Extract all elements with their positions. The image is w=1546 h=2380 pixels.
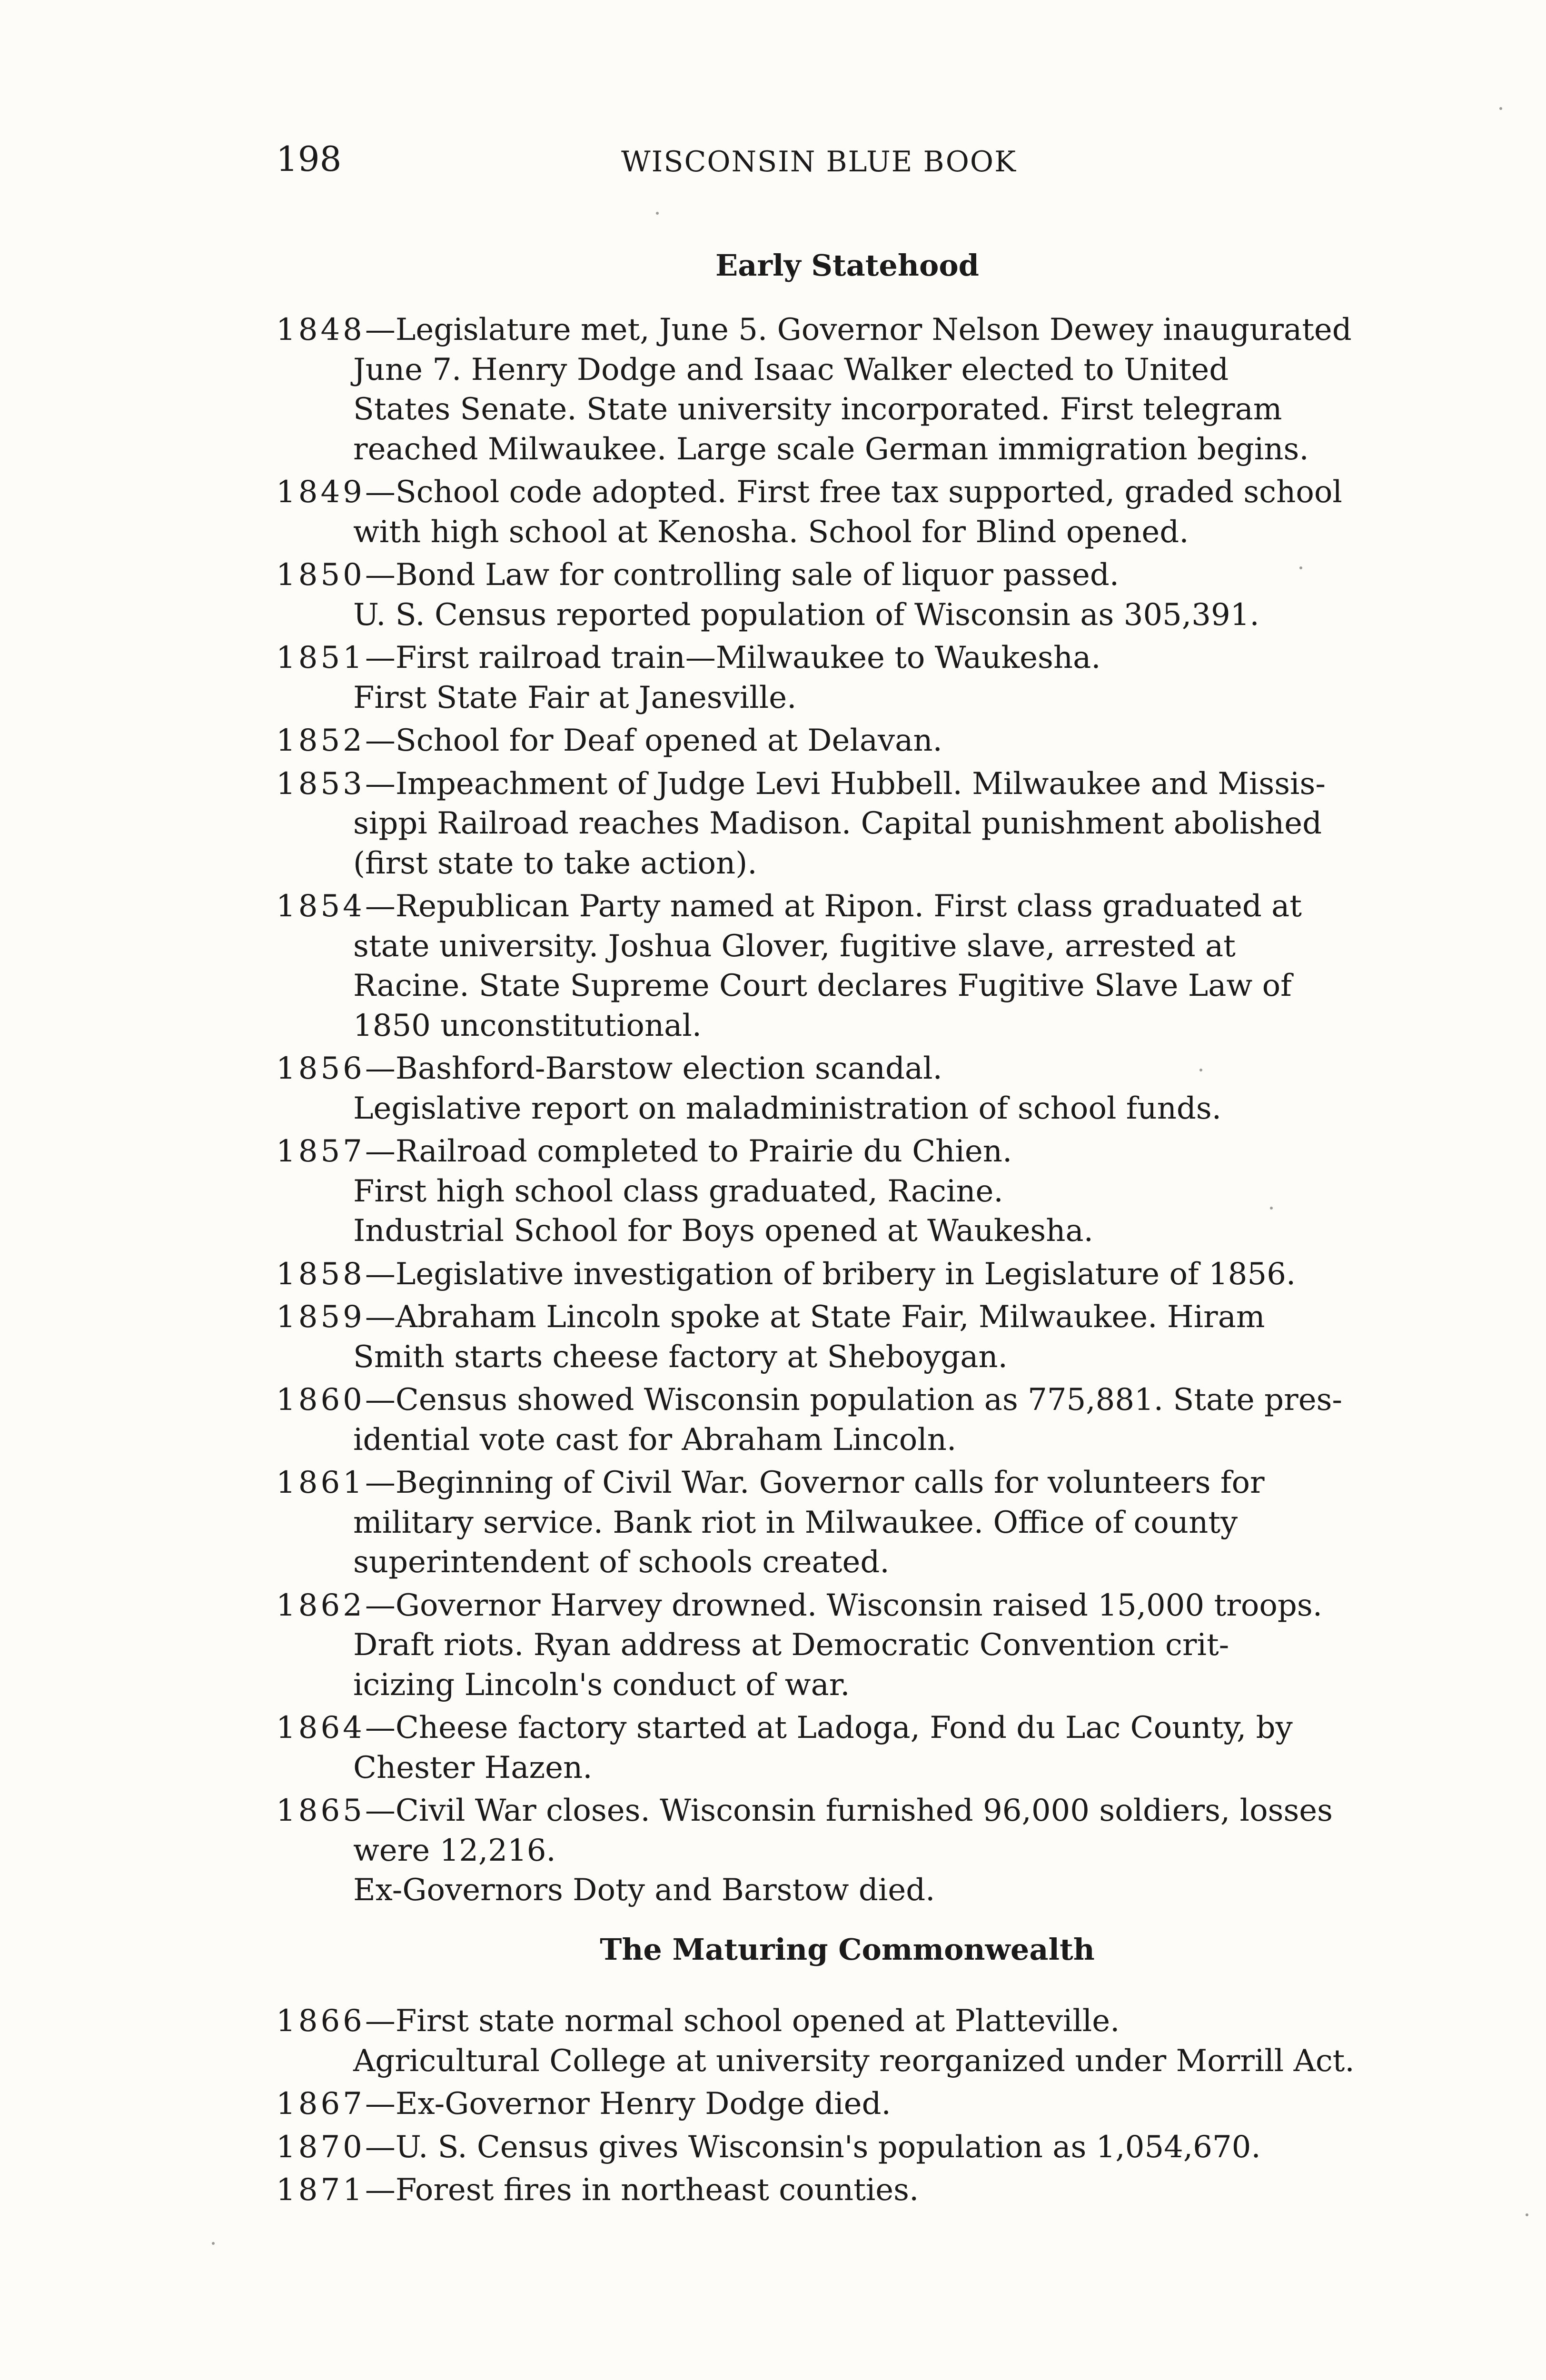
- entry-text: Draft riots. Ryan address at Democratic Convention crit-: [353, 1627, 1229, 1663]
- timeline-entry: [276, 1380, 1418, 1460]
- section-heading-early-statehood: Early Statehood: [715, 248, 980, 283]
- entry-year: 1856: [276, 1051, 365, 1086]
- entry-continuation-line: [276, 1338, 1418, 1378]
- entry-text: U. S. Census reported population of Wisconsin as 305,391.: [353, 597, 1259, 633]
- entry-first-line: [276, 1049, 1418, 1089]
- running-title: WISCONSIN BLUE BOOK: [621, 145, 1017, 178]
- entry-continuation-line: [276, 966, 1418, 1006]
- entry-text: icizing Lincoln's conduct of war.: [353, 1667, 850, 1703]
- entry-continuation-line: [276, 390, 1418, 430]
- entry-dash: —: [365, 1051, 393, 1086]
- timeline-entry: [276, 1255, 1418, 1295]
- entry-year: 1849: [276, 475, 365, 510]
- timeline-entry: [276, 555, 1418, 635]
- entry-text: Legislature met, June 5. Governor Nelson Dewey inaugurated: [395, 312, 1352, 347]
- entry-text: 1850 unconstitutional.: [353, 1008, 702, 1043]
- entry-continuation-line: [276, 1503, 1418, 1543]
- entry-first-line: [276, 1791, 1418, 1831]
- entry-text: June 7. Henry Dodge and Isaac Walker elected to United: [353, 352, 1229, 387]
- entry-year: 1851: [276, 640, 365, 675]
- entry-continuation-line: [276, 1420, 1418, 1460]
- entry-dash: —: [365, 2129, 393, 2165]
- timeline-entry: [276, 1298, 1418, 1377]
- entry-dash: —: [365, 1465, 393, 1500]
- timeline-entry: [276, 2171, 1418, 2211]
- timeline-entry: [276, 1708, 1418, 1788]
- scan-speck: [1526, 2213, 1528, 2216]
- entry-text: Census showed Wisconsin population as 775,881. State pres-: [395, 1382, 1343, 1418]
- entry-text: Civil War closes. Wisconsin furnished 96,000 soldiers, losses: [395, 1793, 1333, 1828]
- entry-first-line: [276, 1586, 1418, 1626]
- section-heading-maturing-commonwealth: The Maturing Commonwealth: [600, 1932, 1095, 1967]
- entry-text: First railroad train—Milwaukee to Waukesha.: [395, 640, 1101, 675]
- entry-text: Republican Party named at Ripon. First class graduated at: [395, 889, 1302, 924]
- scan-speck: [1199, 1069, 1202, 1071]
- entry-text: Smith starts cheese factory at Sheboygan.: [353, 1339, 1008, 1375]
- entry-text: Bashford-Barstow election scandal.: [395, 1051, 942, 1086]
- entry-dash: —: [365, 557, 393, 593]
- scan-speck: [1499, 107, 1502, 110]
- entry-continuation-line: [276, 1006, 1418, 1046]
- entry-text: Railroad completed to Prairie du Chien.: [395, 1134, 1012, 1169]
- entry-year: 1857: [276, 1134, 365, 1169]
- entry-first-line: [276, 310, 1418, 350]
- entry-year: 1852: [276, 723, 365, 758]
- entry-dash: —: [365, 312, 393, 347]
- entry-first-line: [276, 555, 1418, 595]
- timeline-entry: [276, 2084, 1418, 2124]
- entry-year: 1870: [276, 2129, 365, 2165]
- entry-text: First state normal school opened at Platteville.: [395, 2003, 1120, 2039]
- entry-first-line: [276, 1463, 1418, 1503]
- entry-year: 1853: [276, 766, 365, 802]
- entry-text: superintendent of schools created.: [353, 1545, 890, 1580]
- entry-dash: —: [365, 2172, 393, 2208]
- entry-continuation-line: [276, 1089, 1418, 1129]
- entry-year: 1866: [276, 2003, 365, 2039]
- entry-continuation-line: [276, 1871, 1418, 1911]
- entry-first-line: [276, 1708, 1418, 1748]
- entry-continuation-line: [276, 513, 1418, 553]
- timeline-entry: [276, 1586, 1418, 1706]
- entry-dash: —: [365, 1587, 393, 1623]
- scan-speck: [1299, 566, 1302, 569]
- entry-year: 1867: [276, 2086, 365, 2122]
- timeline-entry: [276, 1049, 1418, 1129]
- entry-first-line: [276, 2002, 1418, 2042]
- entry-continuation-line: [276, 350, 1418, 390]
- entry-text: First State Fair at Janesville.: [353, 680, 797, 715]
- entry-continuation-line: [276, 1831, 1418, 1871]
- entry-year: 1850: [276, 557, 365, 593]
- entry-text: U. S. Census gives Wisconsin's population as 1,054,670.: [395, 2129, 1261, 2165]
- entry-year: 1858: [276, 1256, 365, 1292]
- entry-first-line: [276, 2171, 1418, 2211]
- entry-text: School for Deaf opened at Delavan.: [395, 723, 942, 758]
- entry-continuation-line: [276, 678, 1418, 718]
- entry-text: reached Milwaukee. Large scale German immigration begins.: [353, 431, 1309, 467]
- entry-text: Abraham Lincoln spoke at State Fair, Milwaukee. Hiram: [395, 1299, 1265, 1335]
- page-number: 198: [276, 139, 342, 179]
- entry-dash: —: [365, 723, 393, 758]
- entry-continuation-line: [276, 1626, 1418, 1666]
- entry-text: Ex-Governors Doty and Barstow died.: [353, 1873, 935, 1908]
- timeline-entry: [276, 1463, 1418, 1583]
- timeline-entry: [276, 1791, 1418, 1911]
- entry-text: with high school at Kenosha. School for Blind opened.: [353, 514, 1189, 550]
- entry-text: state university. Joshua Glover, fugitive slave, arrested at: [353, 928, 1236, 964]
- entry-text: School code adopted. First free tax supported, graded school: [395, 475, 1342, 510]
- entry-text: First high school class graduated, Racine.: [353, 1173, 1003, 1209]
- entry-year: 1854: [276, 889, 365, 924]
- entry-dash: —: [365, 1299, 393, 1335]
- entry-first-line: [276, 1132, 1418, 1172]
- entry-continuation-line: [276, 804, 1418, 844]
- timeline-entry: [276, 887, 1418, 1046]
- entry-text: Beginning of Civil War. Governor calls for volunteers for: [395, 1465, 1265, 1500]
- entry-text: Chester Hazen.: [353, 1750, 593, 1785]
- entry-first-line: [276, 1255, 1418, 1295]
- entry-text: Impeachment of Judge Levi Hubbell. Milwaukee and Missis-: [395, 766, 1326, 802]
- timeline-list-early-statehood: [276, 310, 1418, 1914]
- entry-text: Legislative investigation of bribery in Legislature of 1856.: [395, 1256, 1296, 1292]
- entry-continuation-line: [276, 1211, 1418, 1251]
- entry-year: 1848: [276, 312, 365, 347]
- entry-continuation-line: [276, 1172, 1418, 1212]
- timeline-entry: [276, 2002, 1418, 2081]
- entry-first-line: [276, 887, 1418, 927]
- entry-text: sippi Railroad reaches Madison. Capital punishment abolished: [353, 806, 1322, 841]
- entry-first-line: [276, 473, 1418, 513]
- entry-dash: —: [365, 889, 393, 924]
- entry-first-line: [276, 764, 1418, 804]
- entry-text: States Senate. State university incorporated. First telegram: [353, 392, 1282, 427]
- entry-dash: —: [365, 2003, 393, 2039]
- entry-text: were 12,216.: [353, 1833, 556, 1868]
- entry-dash: —: [365, 475, 393, 510]
- entry-year: 1859: [276, 1299, 365, 1335]
- entry-first-line: [276, 2128, 1418, 2168]
- entry-text: Governor Harvey drowned. Wisconsin raised 15,000 troops.: [395, 1587, 1323, 1623]
- timeline-entry: [276, 1132, 1418, 1251]
- entry-text: Legislative report on maladministration of school funds.: [353, 1091, 1222, 1126]
- entry-text: (first state to take action).: [353, 845, 757, 881]
- scan-speck: [656, 212, 659, 215]
- entry-year: 1861: [276, 1465, 365, 1500]
- entry-dash: —: [365, 1256, 393, 1292]
- entry-first-line: [276, 1298, 1418, 1338]
- timeline-entry: [276, 473, 1418, 552]
- timeline-entry: [276, 310, 1418, 469]
- entry-continuation-line: [276, 844, 1418, 884]
- entry-continuation-line: [276, 1666, 1418, 1706]
- entry-dash: —: [365, 2086, 393, 2122]
- timeline-entry: [276, 721, 1418, 761]
- entry-first-line: [276, 721, 1418, 761]
- entry-continuation-line: [276, 430, 1418, 470]
- entry-year: 1864: [276, 1710, 365, 1745]
- entry-year: 1862: [276, 1587, 365, 1623]
- entry-dash: —: [365, 1710, 393, 1745]
- entry-text: Cheese factory started at Ladoga, Fond du Lac County, by: [395, 1710, 1293, 1745]
- entry-dash: —: [365, 640, 393, 675]
- entry-text: Ex-Governor Henry Dodge died.: [395, 2086, 891, 2122]
- entry-year: 1860: [276, 1382, 365, 1418]
- entry-text: Bond Law for controlling sale of liquor passed.: [395, 557, 1120, 593]
- timeline-entry: [276, 638, 1418, 718]
- entry-first-line: [276, 1380, 1418, 1420]
- entry-first-line: [276, 2084, 1418, 2124]
- entry-dash: —: [365, 1134, 393, 1169]
- entry-continuation-line: [276, 2042, 1418, 2082]
- entry-dash: —: [365, 766, 393, 802]
- timeline-entry: [276, 764, 1418, 884]
- entry-text: Forest fires in northeast counties.: [395, 2172, 919, 2208]
- entry-continuation-line: [276, 927, 1418, 967]
- entry-text: Industrial School for Boys opened at Waukesha.: [353, 1213, 1093, 1249]
- scan-speck: [212, 2242, 215, 2245]
- entry-year: 1871: [276, 2172, 365, 2208]
- timeline-entry: [276, 2128, 1418, 2168]
- entry-text: idential vote cast for Abraham Lincoln.: [353, 1422, 957, 1458]
- entry-dash: —: [365, 1382, 393, 1418]
- entry-text: military service. Bank riot in Milwaukee. Office of county: [353, 1505, 1238, 1540]
- entry-continuation-line: [276, 1543, 1418, 1583]
- entry-continuation-line: [276, 1748, 1418, 1788]
- entry-text: Racine. State Supreme Court declares Fugitive Slave Law of: [353, 968, 1292, 1003]
- entry-year: 1865: [276, 1793, 365, 1828]
- timeline-list-maturing-commonwealth: [276, 2002, 1418, 2214]
- entry-dash: —: [365, 1793, 393, 1828]
- entry-continuation-line: [276, 595, 1418, 635]
- scan-speck: [1270, 1207, 1273, 1210]
- entry-first-line: [276, 638, 1418, 678]
- entry-text: Agricultural College at university reorganized under Morrill Act.: [353, 2043, 1355, 2079]
